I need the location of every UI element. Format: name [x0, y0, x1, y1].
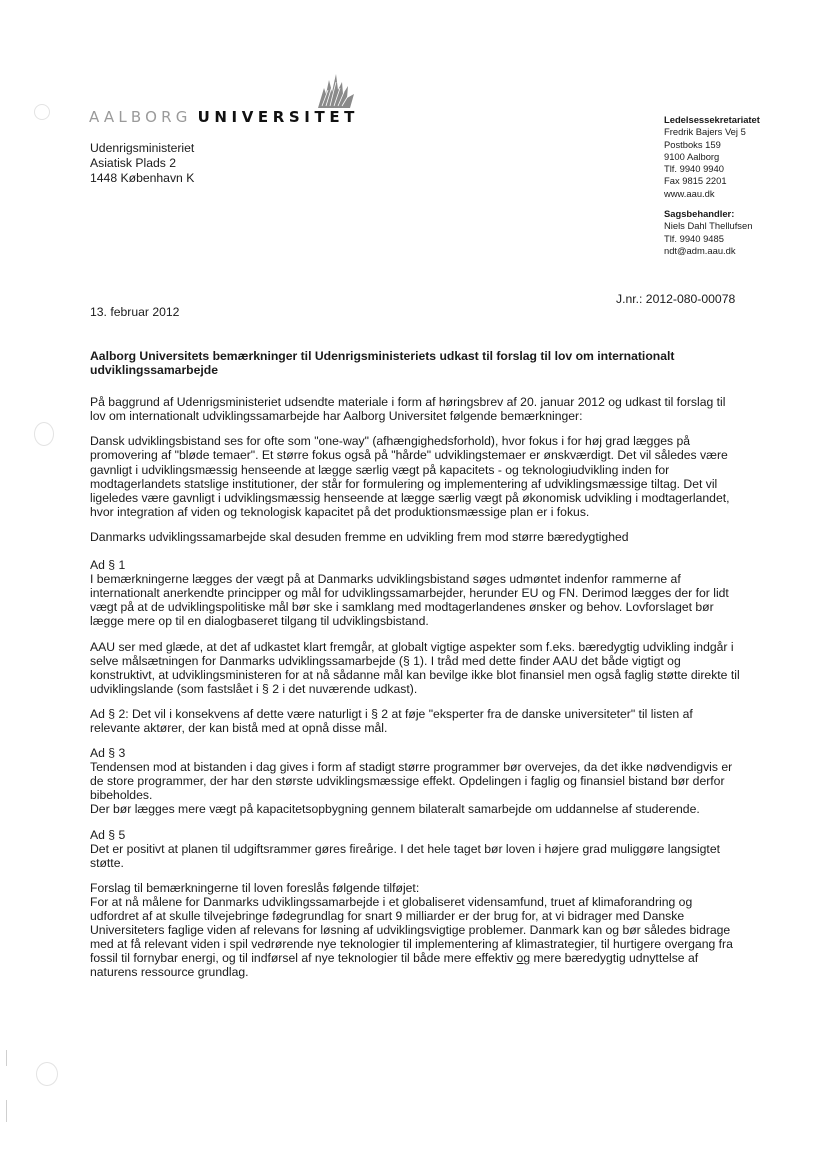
sender-department: Ledelsessekretariatet — [664, 114, 760, 125]
sender-website: www.aau.dk — [664, 187, 715, 199]
handler-phone: Tlf. 9940 9485 — [664, 232, 724, 244]
section-3-text: Tendensen mod at bistanden i dag gives i form af stadigt større programmer bør overvejes, da det ikke nødvendigvis er de store programmer, der har den største udviklingsmæssige effekt. Opdelingen i faglig og finansiel bistand bør derfor bibeholdes. — [90, 760, 733, 803]
handler-name: Niels Dahl Thellufsen — [664, 220, 753, 232]
section-5 — [90, 828, 740, 870]
section-3 — [90, 746, 740, 816]
proposal-underlined-word: og — [516, 951, 531, 966]
scan-edge-line — [6, 1100, 7, 1122]
section-3-text-2: Der bør lægges mere vægt på kapacitetsopbygning gennem bilateralt samarbejde om uddannelse af studerende. — [90, 802, 700, 817]
sender-fax: Fax 9815 2201 — [664, 175, 727, 187]
paragraph-aau: AAU ser med glæde, at det af udkastet klart fremgår, at globalt vigtige aspekter som f.eks. bæredygtig udvikling indgår i selve målsætningen for Danmarks udviklingssamarbejde (§ 1). I tråd med dette finder AAU det både vigtigt og konstruktivt, at udviklingsministeren for at nå sådanne mål kan bevilge ikke blot finansiel men også faglig støtte direkte til udviklingslande (som fastslået i § 2 i det nuværende udkast). — [90, 639, 740, 696]
scan-artifact — [36, 1062, 58, 1086]
handler-label: Sagsbehandler: — [664, 208, 735, 220]
section-3-label: Ad § 3 — [90, 746, 126, 761]
proposal-text-a: For at nå målene for Danmarks udviklingssamarbejde i et globaliseret vidensamfund, truet af klimaforandring og udfordret af at skulle tilvejebringe fødegrundlag for snart 9 milliarder er der brug for, at vi bidrager med Danske Universiteters faglige viden af relevans for løsning af udviklingsvigtige problemer. Danmark kan og bør således bidrage med at få relevant viden i spil vedrørende nye teknologier til implementering af klimastrategier, til hurtigere overgang fra fossil til fornybar energi, og til indførsel af nye teknologier til både mere effektiv — [90, 894, 733, 966]
section-1 — [90, 558, 740, 628]
sender-phone: Tlf. 9940 9940 — [664, 163, 724, 175]
letter-date: 13. februar 2012 — [90, 305, 180, 319]
paragraph-sustainability: Danmarks udviklingssamarbejde skal desuden fremme en udvikling frem mod større bæredygtighed — [90, 529, 629, 544]
section-5-label: Ad § 5 — [90, 827, 126, 842]
scan-edge-line — [6, 1050, 7, 1066]
logo-wordmark — [89, 108, 359, 126]
recipient-line: Asiatisk Plads 2 — [90, 156, 177, 170]
section-1-text: I bemærkningerne lægges der vægt på at Danmarks udviklingsbistand søges udmøntet indenfor rammerne af internationalt anerkendte principper og mål for udviklingssamarbejder, herunder EU og FN. Derimod lægges der for lidt vægt på at de udviklingspolitiske mål bør ske i samklang med modtagerlandenes ønsker og behov. Lovforslaget bør lægge mere op til en dialogbaseret tilgang til udviklingsbistand. — [90, 572, 729, 629]
logo-word-universitet: UNIVERSITET — [197, 108, 359, 126]
recipient-line: Udenrigsministeriet — [90, 141, 195, 155]
section-5-text: Det er positivt at planen til udgiftsrammer gøres fireårige. I det hele taget bør loven i højere grad muliggøre langsigtet støtte. — [90, 841, 720, 870]
paragraph-section-2: Ad § 2: Det vil i konsekvens af dette være naturligt i § 2 at føje "eksperter fra de danske universiteter" til listen af relevante aktører, der kan bistå med at opnå disse mål. — [90, 706, 693, 735]
journal-number: J.nr.: 2012-080-00078 — [616, 292, 736, 306]
sender-address-line: 9100 Aalborg — [664, 150, 720, 162]
proposal-text-b: mere bæredygtig udnyttelse af naturens ressource grundlag. — [90, 951, 699, 980]
proposal-label: Forslag til bemærkningerne til loven foreslås følgende tilføjet: — [90, 880, 420, 895]
sender-address-line: Fredrik Bajers Vej 5 — [664, 126, 746, 138]
handler-email: ndt@adm.aau.dk — [664, 244, 736, 256]
aau-crest-icon — [312, 70, 358, 110]
sender-address-line: Postboks 159 — [664, 138, 721, 150]
letter-body — [90, 349, 740, 990]
scan-artifact — [34, 104, 50, 120]
letter-heading: Aalborg Universitets bemærkninger til Udenrigsministeriets udkast til forslag til lov om internationalt udviklingssamarbejde — [90, 349, 675, 378]
section-1-label: Ad § 1 — [90, 558, 126, 573]
paragraph-proposal — [90, 881, 740, 980]
sender-block — [664, 114, 760, 257]
recipient-line: 1448 København K — [90, 171, 195, 185]
scan-artifact — [34, 422, 54, 446]
paragraph-one-way: Dansk udviklingsbistand ses for ofte som "one-way" (afhængighedsforhold), hvor fokus i for høj grad lægges på promovering af "bløde temaer". Et større fokus også på "hårde" udviklingstemaer er ønskværdigt. Det vil således være gavnligt i udviklingsmæssig henseende at lægge særlig vægt på kapacitets - og teknologiudvikling inden for modtagerlandets statslige institutioner, der står for formulering og implementering af udviklingsmæssige tiltag. Det vil ligeledes være gavnligt i udviklingsmæssig henseende at lægge særlig vægt på økonomisk udvikling i modtagerlandet, hvor integration af viden og teknologisk kapacitet på det produktionsmæssige plan er i fokus. — [90, 434, 730, 519]
logo-word-aalborg: AALBORG — [89, 108, 192, 126]
recipient-address — [90, 141, 194, 186]
paragraph-intro: På baggrund af Udenrigsministeriet udsendte materiale i form af høringsbrev af 20. januar 2012 og udkast til forslag til lov om internationalt udviklingssamarbejde har Aalborg Universitet følgende bemærkninger: — [90, 395, 726, 424]
